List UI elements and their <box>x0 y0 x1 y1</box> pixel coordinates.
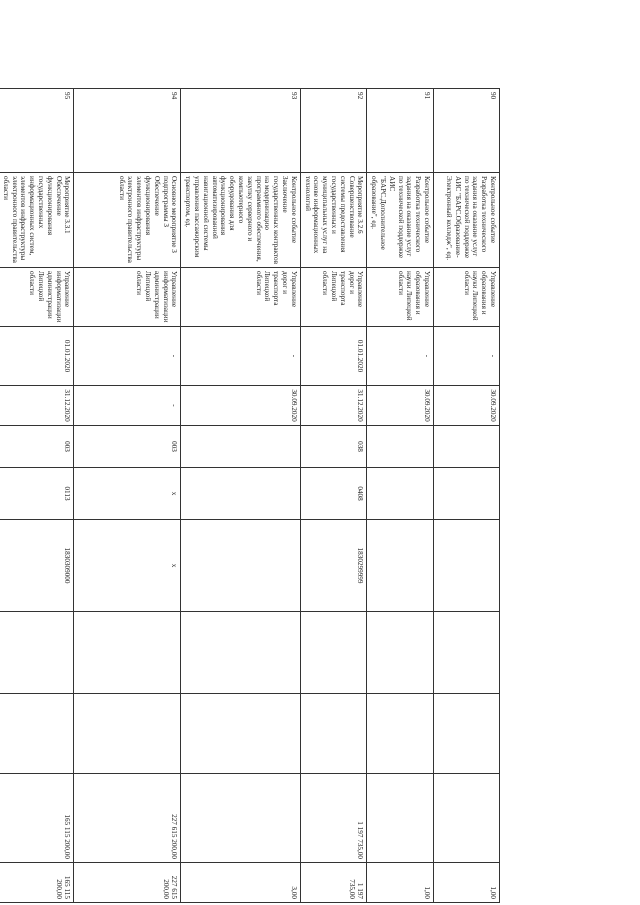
cell-2020 <box>434 694 500 774</box>
cell-end: 30.09.2020 <box>181 386 300 426</box>
cell-start: - <box>434 327 500 386</box>
cell-2021: 1 197 735,00 <box>300 774 367 863</box>
cell-csr <box>367 520 434 612</box>
cell-rzpr: х <box>74 468 181 520</box>
cell-row-number: 91 <box>367 89 434 173</box>
cell-vr <box>300 612 367 694</box>
rotated-table-wrapper <box>1 88 500 903</box>
cell-grbs <box>181 426 300 468</box>
table-row <box>434 89 500 903</box>
cell-grbs: 038 <box>300 426 367 468</box>
cell-name: Контрольное событие Заключение государственных контрактов на модернизацию программного обеспечения, закупку серверного и компьютерного оборудования для функционирования автоматизированной навигационной системы управления пассажирским транспортом, ед. <box>181 173 300 268</box>
cell-name: Мероприятие 3.3.1 Обеспечение функционирования государственных информационных систем, элементов инфраструктуры электронного правительства области <box>0 173 74 268</box>
table-row <box>367 89 434 903</box>
cell-end: 31.12.2020 <box>300 386 367 426</box>
cell-csr <box>181 520 300 612</box>
cell-executor: Управление информатизации администрации Липецкой области <box>74 268 181 327</box>
cell-total: 1,00 <box>367 863 434 903</box>
cell-total: 1 197 735,00 <box>300 863 367 903</box>
cell-rzpr: 0408 <box>300 468 367 520</box>
cell-vr <box>367 612 434 694</box>
cell-row-number: 90 <box>434 89 500 173</box>
cell-total: 3,00 <box>181 863 300 903</box>
cell-2020 <box>74 694 181 774</box>
cell-csr: 1830309000 <box>0 520 74 612</box>
cell-vr <box>434 612 500 694</box>
cell-grbs <box>367 426 434 468</box>
cell-start: - <box>181 327 300 386</box>
cell-end: 30.09.2020 <box>367 386 434 426</box>
cell-name: Контрольное событие Разработка технического задания на оказание услуг по технической поддержке АИС "БАРС.Образование-Электронный колледж", ед. <box>434 173 500 268</box>
cell-rzpr <box>181 468 300 520</box>
cell-executor: Управление образования и науки Липецкой области <box>367 268 434 327</box>
cell-name: Мероприятие 3.2.6 Совершенствование системы предоставления государственных и муниципальных услуг на основе информационных технологий <box>300 173 367 268</box>
cell-csr: х <box>74 520 181 612</box>
cell-2021: 165 115 200,00 <box>0 774 74 863</box>
cell-row-number: 94 <box>74 89 181 173</box>
cell-2021 <box>367 774 434 863</box>
cell-grbs: 003 <box>74 426 181 468</box>
table-row <box>74 89 181 903</box>
cell-total: 165 115 200,00 <box>0 863 74 903</box>
cell-rzpr: 0113 <box>0 468 74 520</box>
cell-start: - <box>367 327 434 386</box>
cell-end: 31.12.2020 <box>0 386 74 426</box>
cell-2020 <box>300 694 367 774</box>
cell-executor: Управление дорог и транспорта Липецкой области <box>181 268 300 327</box>
cell-vr <box>0 612 74 694</box>
cell-start: - <box>74 327 181 386</box>
cell-rzpr <box>434 468 500 520</box>
cell-csr: 1830299999 <box>300 520 367 612</box>
cell-vr <box>74 612 181 694</box>
cell-executor: Управление образования и науки Липецкой области <box>434 268 500 327</box>
table-row <box>0 89 74 903</box>
cell-grbs <box>434 426 500 468</box>
cell-total: 1,00 <box>434 863 500 903</box>
cell-end: - <box>74 386 181 426</box>
cell-row-number: 92 <box>300 89 367 173</box>
cell-name: Основное мероприятие 3 подпрограммы 3 Обеспечение функционирования элементов инфраструктуры электронного правительства области <box>74 173 181 268</box>
table-row <box>181 89 300 903</box>
cell-vr <box>181 612 300 694</box>
cell-executor: Управление дорог и транспорта Липецкой области <box>300 268 367 327</box>
cell-2021: 227 615 200,00 <box>74 774 181 863</box>
cell-total: 227 615 200,00 <box>74 863 181 903</box>
table-body <box>0 89 500 903</box>
cell-grbs: 003 <box>0 426 74 468</box>
cell-2021 <box>181 774 300 863</box>
cell-executor: Управление информатизации администрации Липецкой области <box>0 268 74 327</box>
cell-2020 <box>367 694 434 774</box>
cell-start: 01.01.2020 <box>0 327 74 386</box>
cell-name: Контрольное событие Разработка технического задания на оказание услуг по технической поддержке АИС "БАРС.Дополнительное образование", ед. <box>367 173 434 268</box>
program-table <box>0 88 500 903</box>
cell-rzpr <box>367 468 434 520</box>
cell-start: 01.01.2020 <box>300 327 367 386</box>
cell-2020 <box>0 694 74 774</box>
cell-2021 <box>434 774 500 863</box>
cell-row-number: 93 <box>181 89 300 173</box>
cell-end: 30.09.2020 <box>434 386 500 426</box>
cell-2020 <box>181 694 300 774</box>
table-row <box>300 89 367 903</box>
cell-row-number: 95 <box>0 89 74 173</box>
cell-csr <box>434 520 500 612</box>
